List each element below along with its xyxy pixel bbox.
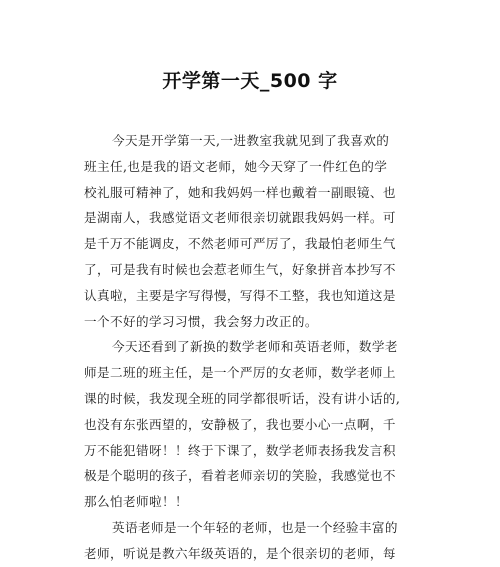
text-line: 今天是开学第一天,一进教室我就见到了我喜欢的	[112, 133, 390, 148]
text-line: 老师，听说是教六年级英语的，是个很亲切的老师，每	[84, 545, 396, 561]
text-line: 是千万不能调皮，不然老师可严厉了，我最怕老师生气	[84, 236, 396, 252]
text-line: 那么怕老师啦！！	[84, 494, 188, 510]
paragraph	[84, 334, 424, 515]
text-line: 课的时候，我发现全班的同学都很听话，没有讲小话的,	[84, 390, 401, 406]
text-line: 也没有东张西望的，安静极了，我也要小心一点啊，千	[84, 416, 396, 432]
text-line: 了，可是我有时候也会惹老师生气，好象拼音本抄写不	[84, 261, 396, 277]
text-line: 今天还看到了新换的数学老师和英语老师，数学老	[112, 339, 398, 355]
text-line: 校礼服可精神了，她和我妈妈一样也戴着一副眼镜、也	[84, 184, 396, 200]
text-line: 认真啦，主要是字写得慢，写得不工整，我也知道这是	[84, 287, 396, 303]
text-line: 师是二班的班主任，是一个严厉的女老师，数学老师上	[84, 365, 396, 381]
text-line: 极是个聪明的孩子，看着老师亲切的笑脸，我感觉也不	[84, 468, 396, 484]
text-line: 英语老师是一个年轻的老师，也是一个经验丰富的	[112, 519, 398, 535]
document-title: 开学第一天_500 字	[162, 70, 338, 92]
paragraph	[84, 515, 424, 567]
text-line: 一个不好的学习习惯，我会努力改正的。	[84, 313, 318, 329]
text-line: 万不能犯错呀！！终于下课了，数学老师表扬我发言积	[84, 442, 396, 458]
text-line: 是湖南人，我感觉语文老师很亲切就跟我妈妈一样。可	[84, 210, 396, 226]
paragraph	[84, 128, 424, 334]
document-body	[84, 128, 424, 567]
text-line: 班主任,也是我的语文老师，她今天穿了一件红色的学	[84, 158, 388, 174]
